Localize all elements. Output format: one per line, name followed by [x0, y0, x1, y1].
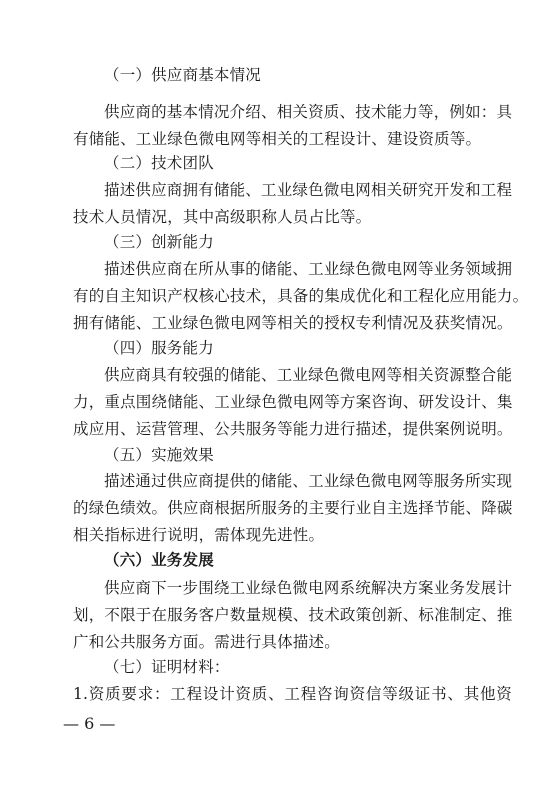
paragraph-line: 相关指标进行说明，需体现先进性。	[73, 526, 325, 544]
paragraph-line: 描述供应商拥有储能、工业绿色微电网相关研究开发和工程	[104, 181, 513, 199]
paragraph-line: 的绿色绩效。供应商根据所服务的主要行业自主选择节能、降碳	[73, 499, 513, 517]
paragraph-line: 供应商具有较强的储能、工业绿色微电网等相关资源整合能	[104, 366, 513, 384]
paragraph-line: 供应商下一步围绕工业绿色微电网系统解决方案业务发展计	[104, 579, 513, 597]
paragraph-line: 供应商的基本情况介绍、相关资质、技术能力等，例如：具	[104, 103, 513, 121]
paragraph-line: 技术人员情况，其中高级职称人员占比等。	[73, 208, 372, 226]
paragraph-line: 1.资质要求：工程设计资质、工程咨询资信等级证书、其他资	[73, 685, 512, 703]
section-heading: （一）供应商基本情况	[104, 66, 262, 84]
paragraph-line: 有储能、工业绿色微电网等相关的工程设计、建设资质等。	[73, 130, 482, 148]
section-heading: （二）技术团队	[104, 154, 214, 172]
section-heading: （五）实施效果	[104, 446, 214, 464]
paragraph-line: 划，不限于在服务客户数量规模、技术政策创新、标准制定、推	[73, 606, 513, 624]
paragraph-line: 有的自主知识产权核心技术，具备的集成优化和工程化应用能力。	[73, 287, 529, 305]
paragraph-line: 描述供应商在所从事的储能、工业绿色微电网等业务领域拥	[104, 260, 513, 278]
paragraph-line: 力，重点围绕储能、工业绿色微电网等方案咨询、研发设计、集	[73, 393, 513, 411]
section-heading: （七）证明材料：	[104, 658, 230, 676]
section-heading: （四）服务能力	[104, 339, 214, 357]
section-heading: （三）创新能力	[104, 233, 214, 251]
paragraph-line: 成应用、运营管理、公共服务等能力进行描述，提供案例说明。	[73, 420, 513, 438]
page-number: — 6 —	[63, 714, 116, 733]
paragraph-line: 描述通过供应商提供的储能、工业绿色微电网等服务所实现	[104, 472, 513, 490]
paragraph-line: 广和公共服务方面。需进行具体描述。	[73, 633, 340, 651]
paragraph-line: 拥有储能、工业绿色微电网等相关的授权专利情况及获奖情况。	[73, 314, 513, 332]
section-heading: （六）业务发展	[104, 551, 214, 569]
